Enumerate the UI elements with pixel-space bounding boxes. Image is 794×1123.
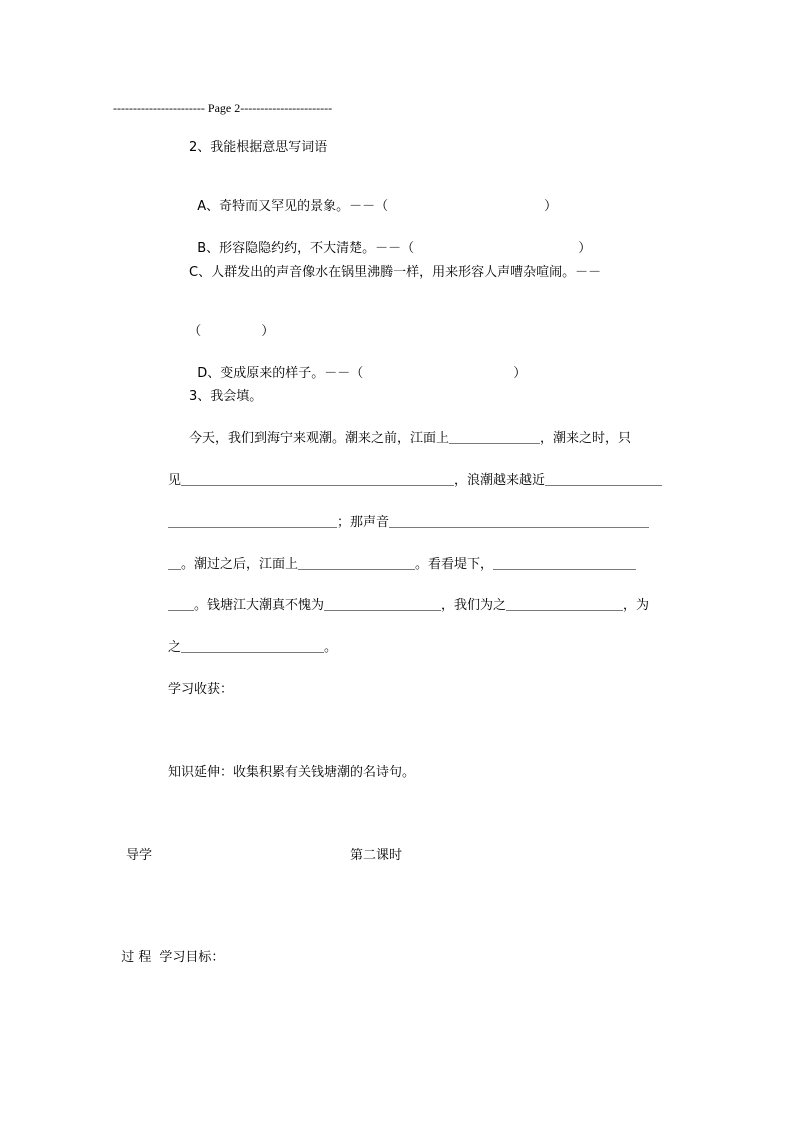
- guide-label: 导学: [126, 848, 153, 863]
- process-label: 过 程: [121, 950, 152, 965]
- q2-item-b-text: B、形容隐隐约约，不大清楚。－－（: [197, 241, 415, 256]
- q2-item-b: [189, 222, 591, 258]
- q2-item-c: C、人群发出的声音像水在锅里沸腾一样，用来形容人声嘈杂喧闹。－－: [189, 265, 602, 280]
- q2-title: 2、我能根据意思写词语: [189, 140, 328, 155]
- q2-item-d: [189, 347, 526, 383]
- q2-item-b-close: ）: [578, 241, 592, 256]
- q2-item-a-close: ）: [544, 199, 558, 214]
- q3-line-1: 今天，我们到海宁来观潮。潮来之前，江面上＿＿＿＿＿＿＿，潮来之时，只: [189, 431, 632, 446]
- process-line: [113, 931, 224, 967]
- q2-item-c-open: （: [188, 324, 202, 339]
- goal-label: 学习目标：: [159, 950, 225, 965]
- q3-title: 3、我会填。: [189, 389, 263, 404]
- q2-item-a: [189, 180, 557, 216]
- q2-item-d-close: ）: [513, 366, 527, 381]
- q3-line-5: ＿＿。钱塘江大潮真不愧为＿＿＿＿＿＿＿＿＿，我们为之＿＿＿＿＿＿＿＿＿，为: [168, 598, 650, 613]
- lesson-title: 第二课时: [350, 848, 403, 863]
- q2-item-d-text: D、变成原来的样子。－－（: [197, 366, 364, 381]
- q3-line-6: 之＿＿＿＿＿＿＿＿＿＿＿。: [168, 640, 338, 655]
- q2-item-c-close: ）: [261, 324, 275, 339]
- q2-item-a-text: A、奇特而又罕见的景象。－－（: [197, 199, 389, 214]
- extension-text: 知识延伸：收集积累有关钱塘潮的名诗句。: [168, 765, 416, 780]
- q2-item-c-answer: [180, 305, 274, 341]
- q3-line-4: ＿。潮过之后，江面上＿＿＿＿＿＿＿＿＿。看看堤下，＿＿＿＿＿＿＿＿＿＿＿: [168, 557, 637, 572]
- harvest-label: 学习收获：: [168, 682, 234, 697]
- page-header: ----------------------- Page 2-----------------------: [113, 101, 333, 115]
- q3-line-3: ＿＿＿＿＿＿＿＿＿＿＿＿＿；那声音＿＿＿＿＿＿＿＿＿＿＿＿＿＿＿＿＿＿＿＿: [168, 515, 650, 530]
- q3-line-2: 见＿＿＿＿＿＿＿＿＿＿＿＿＿＿＿＿＿＿＿＿＿，浪潮越来越近＿＿＿＿＿＿＿＿＿: [168, 473, 663, 488]
